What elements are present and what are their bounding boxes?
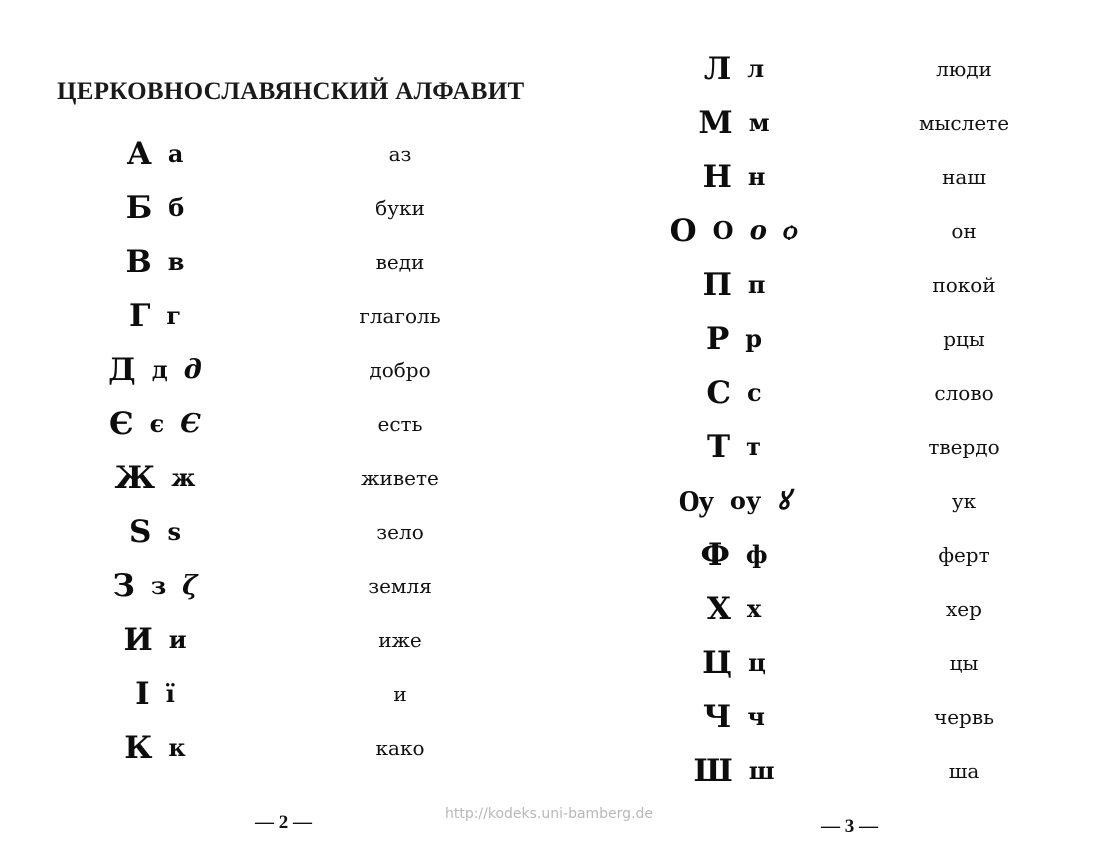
letter-glyph: Г	[128, 297, 151, 334]
letter-glyphs	[639, 312, 829, 366]
letter-row	[0, 451, 549, 505]
letter-row	[0, 505, 549, 559]
letter-glyphs	[639, 42, 829, 96]
letter-glyph: Д	[108, 351, 136, 388]
letter-glyph: ч	[747, 702, 765, 731]
letter-glyphs	[90, 235, 220, 289]
page-number-right: — 3 —	[821, 816, 878, 837]
letter-glyphs	[639, 420, 829, 474]
letter-glyphs	[90, 613, 220, 667]
letter-glyph: Ж	[114, 459, 156, 496]
letter-glyph: т	[746, 432, 761, 461]
letter-glyph: о	[749, 216, 767, 246]
letter-name: земля	[368, 574, 432, 598]
letter-name: иже	[378, 628, 422, 652]
letter-glyph: ш	[748, 756, 775, 785]
letter-name: ук	[951, 489, 977, 513]
letter-row	[549, 204, 1098, 258]
letter-row	[0, 721, 549, 775]
letter-glyph: г	[166, 301, 182, 330]
letter-name: глаголь	[359, 304, 441, 328]
letter-row	[0, 181, 549, 235]
letter-row	[0, 559, 549, 613]
letter-glyph: д	[183, 355, 202, 385]
letter-name: и	[393, 682, 407, 706]
letter-name: зело	[376, 520, 424, 544]
letter-row	[0, 397, 549, 451]
right-page	[549, 0, 1098, 859]
letter-glyph: С	[706, 374, 732, 411]
letter-row	[0, 289, 549, 343]
letter-glyph: ї	[165, 679, 175, 708]
letter-row	[549, 636, 1098, 690]
letter-glyph: х	[746, 594, 762, 623]
letter-glyph: Ф	[700, 536, 730, 573]
letter-row	[0, 343, 549, 397]
letter-glyph: в	[167, 247, 185, 276]
letter-row	[549, 690, 1098, 744]
letter-glyph: з	[150, 571, 167, 600]
letter-glyph: є	[149, 409, 165, 438]
letter-name: аз	[388, 142, 412, 166]
page-number-left: — 2 —	[255, 812, 312, 833]
letter-name: мыслете	[918, 111, 1010, 135]
letter-glyph: ц	[748, 648, 766, 677]
letter-glyph: п	[747, 270, 766, 299]
letter-name: люди	[936, 57, 992, 81]
letter-glyph: К	[124, 729, 153, 766]
source-watermark: http://kodeks.uni-bamberg.de	[444, 806, 654, 822]
letter-glyph: ж	[171, 463, 196, 492]
letter-glyph: И	[123, 621, 153, 658]
letter-glyph: к	[168, 733, 186, 762]
letter-name: како	[375, 736, 425, 760]
letter-name: добро	[369, 358, 431, 382]
letter-name: веди	[375, 250, 425, 274]
letter-row	[0, 127, 549, 181]
letter-glyph: Ѕ	[129, 513, 152, 550]
letter-glyphs	[90, 343, 220, 397]
letter-row	[549, 258, 1098, 312]
letter-glyph: А	[126, 135, 152, 172]
letter-glyph: З	[112, 567, 135, 604]
letter-glyph: ζ	[182, 571, 198, 601]
letter-glyph: Р	[705, 320, 730, 357]
letter-glyph: б	[168, 193, 185, 222]
letter-glyphs	[90, 559, 220, 613]
letter-glyphs	[639, 528, 829, 582]
letter-glyph: Ц	[702, 644, 733, 681]
letter-glyphs	[639, 582, 829, 636]
letter-glyphs	[90, 397, 220, 451]
letter-name: он	[951, 219, 977, 243]
letter-glyph: л	[747, 54, 765, 83]
letter-glyph: Ѹ	[678, 482, 714, 519]
letter-glyphs	[639, 744, 829, 798]
letter-glyphs	[90, 721, 220, 775]
letter-glyph: Є	[180, 409, 201, 439]
letter-row	[0, 667, 549, 721]
letter-row	[549, 420, 1098, 474]
letter-row	[549, 582, 1098, 636]
letter-glyph: и	[168, 625, 187, 654]
letter-glyphs	[639, 258, 829, 312]
letter-glyphs	[639, 96, 829, 150]
letter-glyph: н	[747, 162, 766, 191]
letter-glyph: О	[669, 212, 697, 249]
letter-glyph: В	[125, 243, 152, 280]
letter-glyph: Т	[707, 428, 731, 465]
letter-name: червь	[933, 705, 994, 729]
page-title: ЦЕРКОВНОСЛАВЯНСКИЙ АЛФАВИТ	[57, 78, 525, 105]
letter-glyph: оу	[729, 486, 762, 515]
letter-glyphs	[639, 366, 829, 420]
letter-glyph: М	[698, 104, 733, 141]
letter-glyph: м	[748, 108, 770, 137]
letter-glyphs	[639, 150, 829, 204]
letter-glyphs	[90, 505, 220, 559]
letter-glyphs	[90, 289, 220, 343]
letter-glyphs	[639, 474, 829, 528]
letter-row	[0, 235, 549, 289]
letter-glyph: Ч	[703, 698, 732, 735]
letter-glyph: О	[712, 216, 734, 245]
letter-row	[549, 474, 1098, 528]
letter-glyph: ѻ	[782, 216, 799, 246]
letter-glyph: Л	[703, 50, 732, 87]
letter-glyph: Ш	[693, 752, 733, 789]
letter-glyph: І	[135, 675, 150, 712]
letter-row	[549, 312, 1098, 366]
letter-glyphs	[639, 636, 829, 690]
letter-name: слово	[934, 381, 994, 405]
letter-name: живете	[361, 466, 439, 490]
letter-row	[549, 366, 1098, 420]
letter-glyph: П	[702, 266, 732, 303]
letter-glyph: с	[747, 378, 762, 407]
letter-row	[0, 613, 549, 667]
letter-row	[549, 42, 1098, 96]
letter-glyph: ф	[745, 540, 768, 569]
letter-glyph: Х	[706, 590, 731, 627]
letter-name: покой	[932, 273, 996, 297]
letter-glyphs	[90, 451, 220, 505]
letter-glyphs	[90, 181, 220, 235]
letter-name: хер	[946, 597, 982, 621]
letter-glyph: д	[151, 355, 168, 384]
letter-glyphs	[639, 690, 829, 744]
letter-glyph: Б	[125, 189, 153, 226]
letter-row	[549, 150, 1098, 204]
letter-row	[549, 96, 1098, 150]
letter-name: рцы	[943, 327, 985, 351]
letter-name: цы	[949, 651, 979, 675]
letter-glyph: Є	[109, 405, 134, 442]
letter-glyph: Н	[702, 158, 732, 195]
letter-glyphs	[90, 127, 220, 181]
letter-row	[549, 528, 1098, 582]
letter-name: ша	[948, 759, 980, 783]
letter-glyph: ꙋ	[777, 486, 790, 516]
letter-glyphs	[90, 667, 220, 721]
letter-name: есть	[377, 412, 423, 436]
letter-glyph: р	[745, 324, 763, 353]
letter-glyph: ѕ	[167, 517, 181, 546]
letter-name: твердо	[928, 435, 1000, 459]
letter-name: буки	[375, 196, 425, 220]
letter-name: наш	[942, 165, 986, 189]
letter-glyph: а	[167, 139, 184, 168]
letter-row	[549, 744, 1098, 798]
letter-glyphs	[639, 204, 829, 258]
letter-name: ферт	[938, 543, 990, 567]
